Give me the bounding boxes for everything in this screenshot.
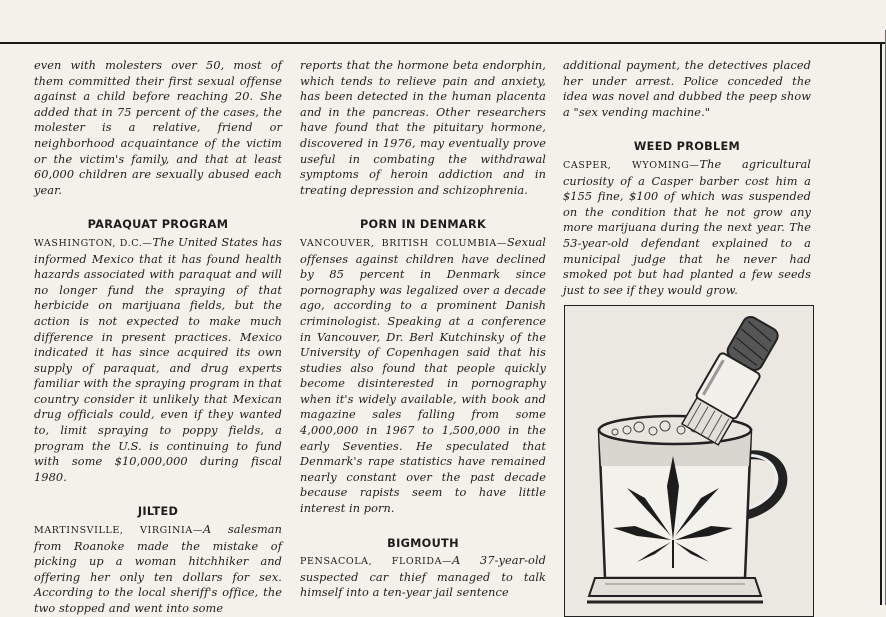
article-jilted	[34, 522, 282, 617]
article-porn-in-denmark	[300, 235, 546, 517]
article-body: A salesman from Roanoke made the mistake of picking up a woman hitchhiker and offering her only ten dollars for sex. According to the local sheriff's office, the two stopped and went into some	[34, 523, 282, 615]
article-continuation: reports that the hormone beta endorphin, which tends to relieve pain and anxiety, has been detected in the human placenta and in the pancreas. Other researchers have found that the pituitary hormone, discovered in 1976, may eventually prove useful in combating the withdrawal symptoms of heroin addiction and in treating depression and schizophrenia.	[300, 59, 546, 197]
column-2	[300, 58, 546, 601]
article-body: The United States has informed Mexico that it has found health hazards associated with paraquat and will no longer fund the spraying of that herbicide on marijuana fields, but the action is not expected to make much difference in present practices. Mexico indicated it has since acquired its own supply of paraquat, and drug experts familiar with the spraying program in that country consider it unlikely that Mexican drug officials could, even if they wanted to, limit spraying to poppy fields, a program the U.S. is continuing to fund with some $10,000,000 during fiscal 1980.	[34, 235, 282, 484]
dateline: WASHINGTON, D.C.—	[34, 237, 153, 249]
article-body: Sexual offenses against children have declined by 85 percent in Denmark since pornography was legalized over a decade ago, according to a prominent Danish criminologist. Speaking at a conference in Vancouver, Dr. Berl Kutchinsky of the University of Copenhagen said that his studies also found that people quickly become disinterested in pornography when it's widely available, with book and magazine sales falling from some 4,000,000 in 1967 to 1,500,000 in the early Seventies. He speculated that Denmark's rape statistics have remained nearly constant over the past decade because rapists seem to have little interest in porn.	[300, 235, 546, 516]
article-body: A 37-year-old suspected car thief managed to talk himself into a ten-year jail sentence	[300, 554, 546, 600]
page-top-rule	[0, 42, 886, 44]
illustration-box	[564, 305, 814, 617]
dateline: VANCOUVER, BRITISH COLUMBIA—	[300, 237, 507, 249]
article-bigmouth	[300, 553, 546, 601]
article-continuation: additional payment, the detectives placed her under arrest. Police conceded the idea was novel and dubbed the peep show a "sex vending machine."	[563, 59, 811, 119]
dateline: MARTINSVILLE, VIRGINIA—	[34, 525, 203, 537]
column-1	[34, 58, 282, 617]
dateline: PENSACOLA, FLORIDA—	[300, 556, 453, 568]
page-right-rule	[880, 42, 882, 605]
article-body: The agricultural curiosity of a Casper barber cost him a $155 fine, $100 of which was suspended on the condition that he not grow any more marijuana during the next year. The 53-year-old defendant explained to a municipal judge that he never had smoked pot but had planted a few seeds just to see if they would grow.	[563, 157, 812, 297]
headline-jilted: JILTED	[137, 505, 179, 519]
column-3	[563, 58, 811, 298]
headline-bigmouth: BIGMOUTH	[387, 536, 459, 550]
shaving-mug-icon	[565, 306, 813, 616]
article-continuation: even with molesters over 50, most of them committed their first sexual offense against a child before reaching 20. She added that in 75 percent of the cases, the molester is a relative, friend or neighborhood acquaintance of the victim or the victim's family, and that at least 60,000 children are sexually abused each year.	[34, 59, 282, 197]
headline-porn-in-denmark: PORN IN DENMARK	[359, 218, 487, 232]
headline-weed-problem: WEED PROBLEM	[633, 140, 741, 154]
article-weed-problem	[563, 157, 811, 298]
dateline: CASPER, WYOMING—	[563, 159, 700, 171]
article-paraquat	[34, 235, 282, 486]
headline-paraquat: PARAQUAT PROGRAM	[87, 218, 229, 232]
